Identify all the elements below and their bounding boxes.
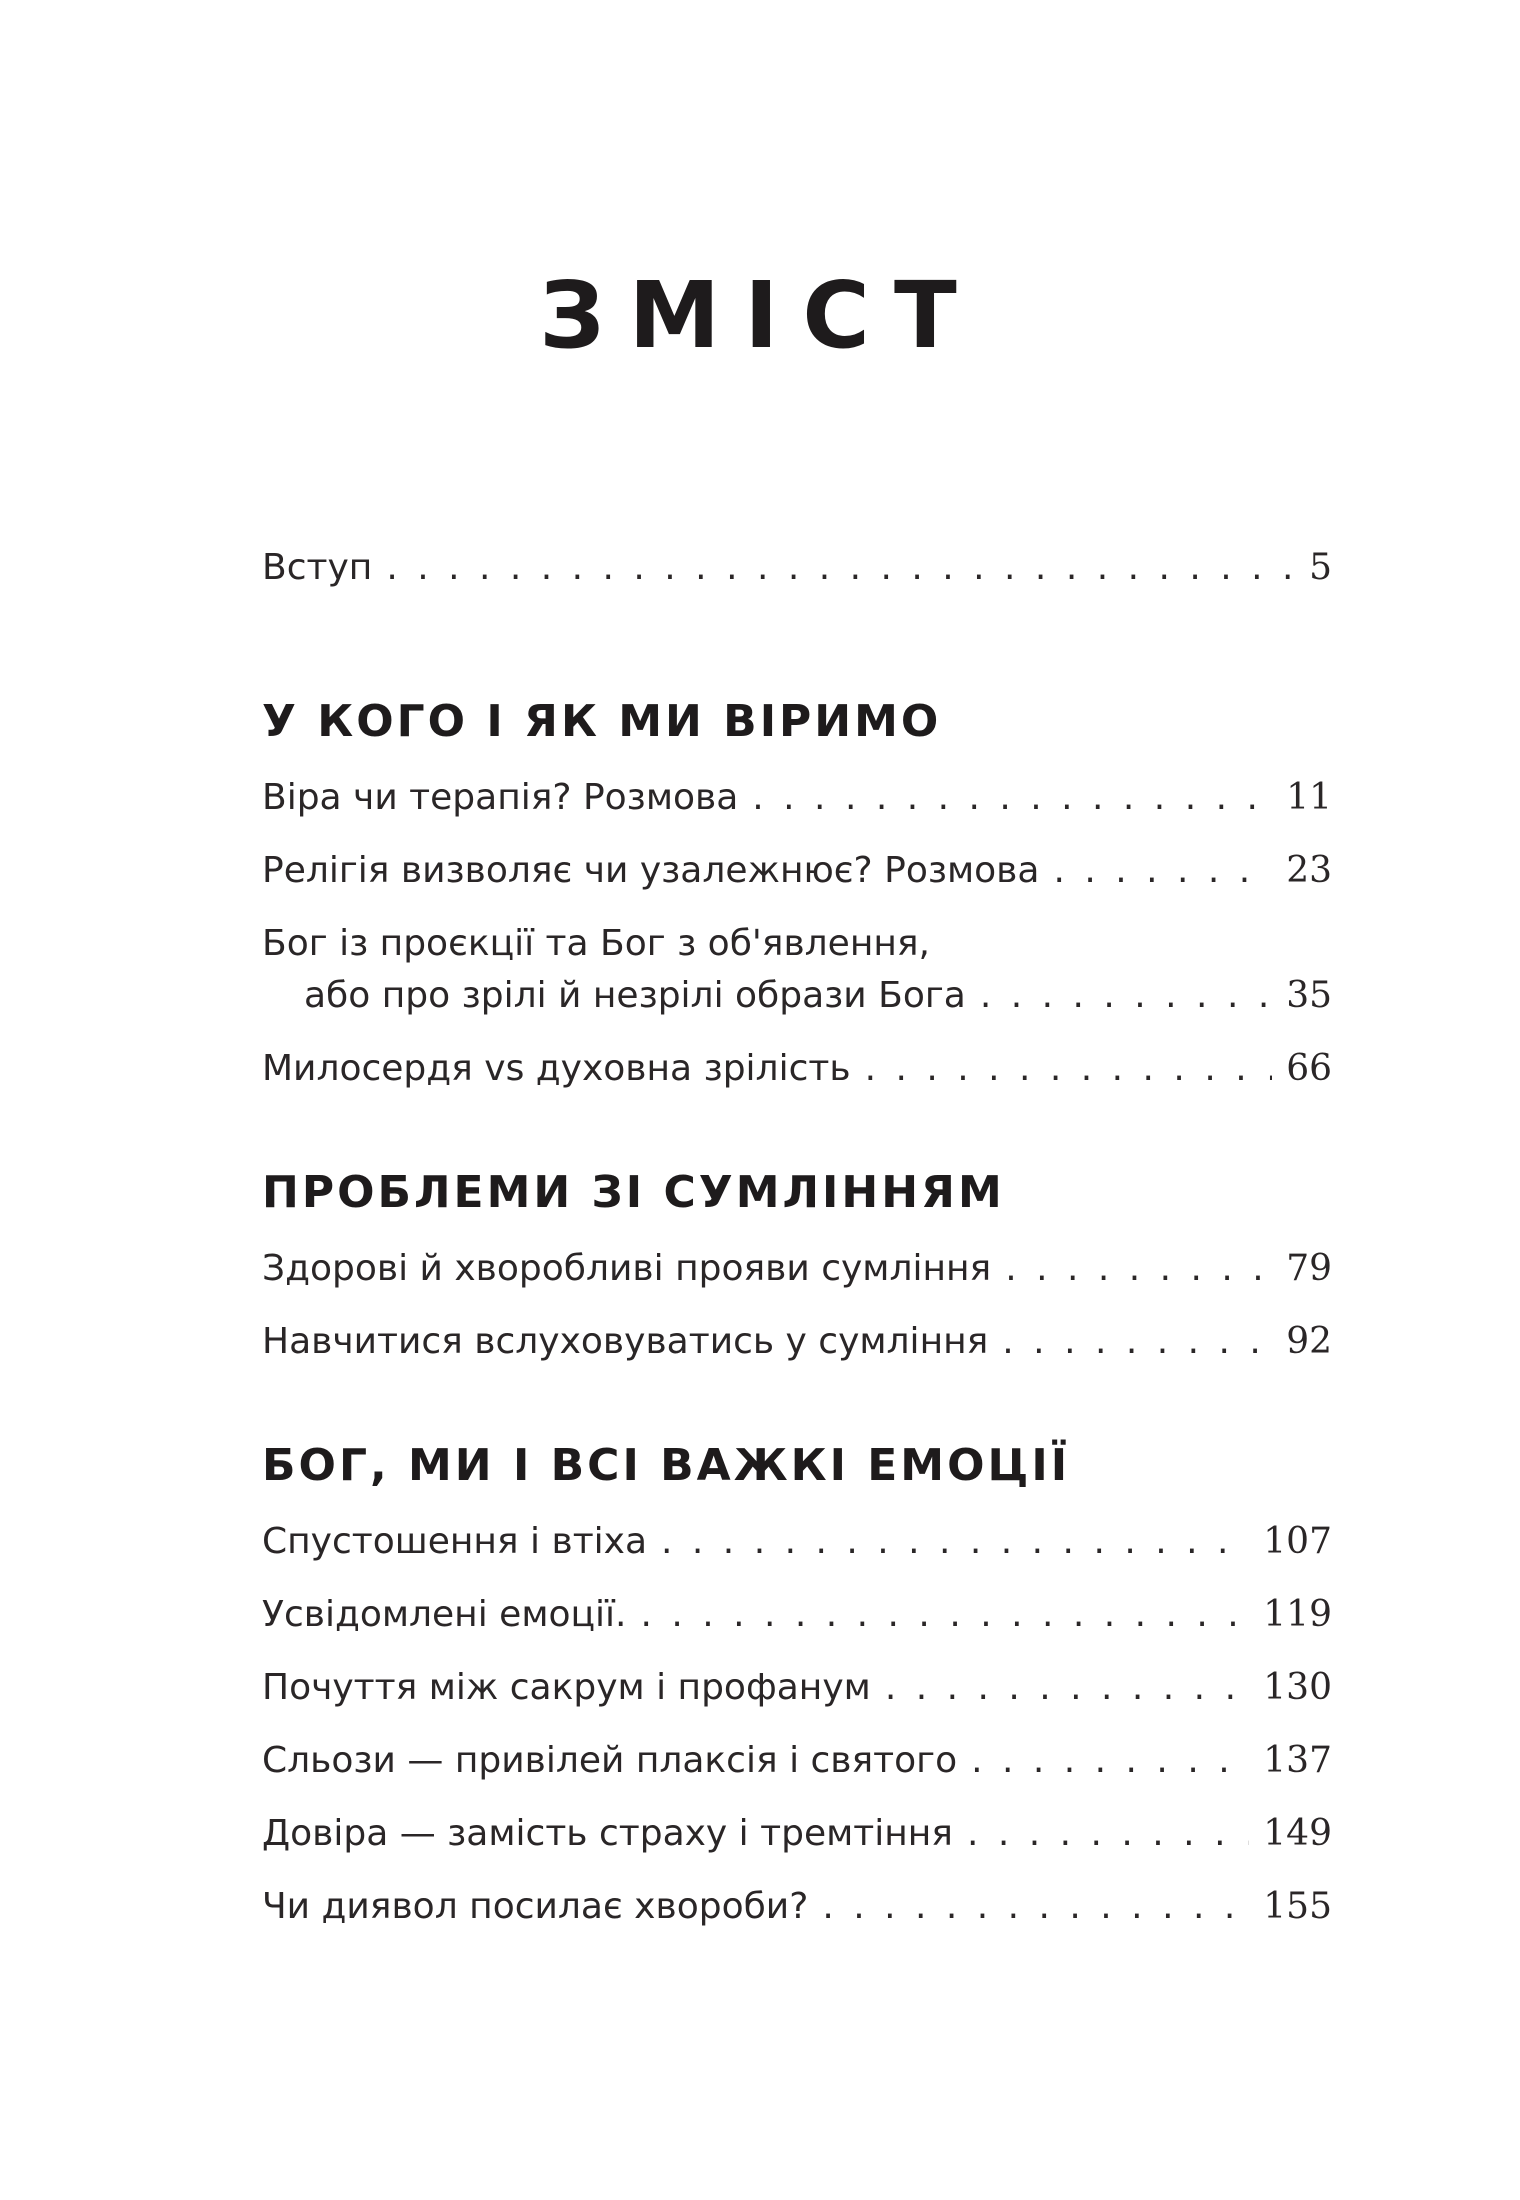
- toc-entry-page: 35: [1286, 975, 1332, 1016]
- toc-entry-title: Навчитися вслуховуватись у сумління: [262, 1321, 989, 1362]
- toc-entry-page: 79: [1286, 1248, 1332, 1289]
- dot-leader: [885, 1662, 1249, 1714]
- dot-leader: [822, 1881, 1249, 1933]
- toc-entry[interactable]: [262, 1735, 1332, 1787]
- toc-entry-page: 66: [1286, 1048, 1332, 1089]
- toc-entry[interactable]: [262, 1589, 1332, 1641]
- toc-entry-page: 130: [1263, 1667, 1332, 1708]
- table-of-contents: [262, 542, 1332, 1933]
- toc-entry[interactable]: [262, 1808, 1332, 1860]
- dot-leader: [967, 1808, 1249, 1860]
- toc-entry[interactable]: [262, 1516, 1332, 1568]
- toc-entry-page: 107: [1263, 1521, 1332, 1562]
- toc-entry-title-line2: або про зрілі й незрілі образи Бога: [304, 975, 966, 1016]
- toc-section: [262, 1163, 1332, 1368]
- toc-entry-multiline[interactable]: [262, 918, 1332, 1022]
- dot-leader: [661, 1516, 1249, 1568]
- page-title: ЗМІСТ: [539, 262, 981, 369]
- toc-entry-title: Спустошення і втіха: [262, 1521, 648, 1562]
- toc-entry-title: Чи диявол посилає хвороби?: [262, 1886, 809, 1927]
- toc-entry[interactable]: [262, 1662, 1332, 1714]
- toc-entry-page: 137: [1263, 1740, 1332, 1781]
- toc-entry[interactable]: [262, 1243, 1332, 1295]
- toc-entry-page: 23: [1286, 850, 1332, 891]
- toc-entry[interactable]: [262, 1043, 1332, 1095]
- dot-leader: [1005, 1243, 1272, 1295]
- toc-entry-title: Здорові й хворобливі прояви сумління: [262, 1248, 992, 1289]
- toc-entry-page: 155: [1263, 1886, 1332, 1927]
- toc-entry-page: 92: [1286, 1321, 1332, 1362]
- toc-entry-title: Релігія визволяє чи узалежнює? Розмова: [262, 850, 1040, 891]
- toc-entry-page: 149: [1263, 1813, 1332, 1854]
- toc-section: [262, 692, 1332, 1095]
- dot-leader: [640, 1589, 1249, 1641]
- toc-entry[interactable]: [262, 1316, 1332, 1368]
- toc-entry-page: 11: [1286, 777, 1332, 818]
- toc-entry[interactable]: [262, 1881, 1332, 1933]
- toc-entry-title: Довіра — замість страху і тремтіння: [262, 1813, 953, 1854]
- toc-section: [262, 1436, 1332, 1933]
- dot-leader: [752, 772, 1272, 824]
- toc-entry-title-line1: Бог із проєкції та Бог з об'явлення,: [262, 923, 931, 964]
- dot-leader: [386, 542, 1295, 594]
- dot-leader: [1053, 845, 1272, 897]
- toc-entry-title: Почуття між сакрум і профанум: [262, 1667, 871, 1708]
- dot-leader: [971, 1735, 1249, 1787]
- dot-leader: [980, 970, 1272, 1022]
- toc-entry-page: 5: [1309, 547, 1332, 588]
- section-heading: ПРОБЛЕМИ ЗІ СУМЛІННЯМ: [262, 1167, 1005, 1218]
- section-heading: У КОГО І ЯК МИ ВІРИМО: [262, 696, 942, 747]
- toc-entry-intro[interactable]: [262, 542, 1332, 594]
- toc-entry[interactable]: [262, 845, 1332, 897]
- toc-entry-page: 119: [1263, 1594, 1332, 1635]
- section-heading: БОГ, МИ І ВСІ ВАЖКІ ЕМОЦІЇ: [262, 1440, 1071, 1491]
- toc-entry-title: Вступ: [262, 547, 373, 588]
- toc-entry-title: Усвідомлені емоції.: [262, 1594, 627, 1635]
- toc-entry[interactable]: [262, 772, 1332, 824]
- dot-leader: [1002, 1316, 1272, 1368]
- toc-entry-continuation: [262, 970, 1332, 1022]
- toc-entry-title: Віра чи терапія? Розмова: [262, 777, 739, 818]
- dot-leader: [865, 1043, 1273, 1095]
- toc-entry-title: Сльози — привілей плаксія і святого: [262, 1740, 958, 1781]
- toc-entry-title: Милосердя vs духовна зрілість: [262, 1048, 851, 1089]
